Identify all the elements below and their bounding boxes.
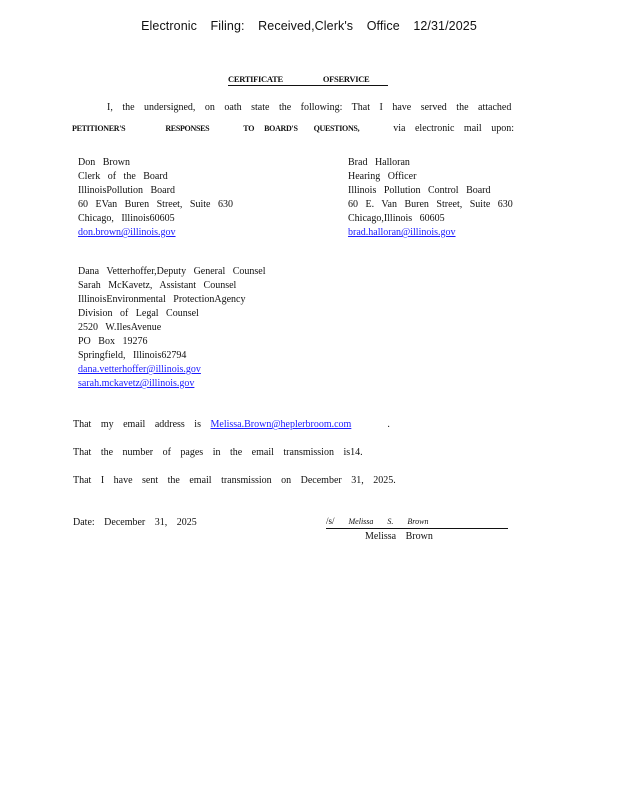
recipient-line: Springfield, Illinois62794 [78, 350, 187, 361]
recipient-line: Hearing Officer [348, 171, 417, 182]
recipient-line: Chicago, Illinois60605 [78, 213, 175, 224]
signature-script: Melissa S. Brown [348, 517, 429, 526]
email-link-melissa-brown[interactable]: Melissa.Brown@heplerbroom.com [210, 419, 352, 430]
intro-line-2 [72, 122, 514, 136]
recipient-line: Dana Vetterhoffer,Deputy General Counsel [78, 266, 266, 277]
intro-caps-petitioners: PETITIONER'S [72, 124, 126, 133]
recipient-line: Chicago,Illinois 60605 [348, 213, 445, 224]
recipient-line: Sarah McKavetz, Assistant Counsel [78, 280, 237, 291]
statement-page-count: That the number of pages in the email transmission is14. [73, 447, 363, 458]
intro-caps-boards: BOARD'S [264, 124, 298, 133]
recipient-line: Brad Halloran [348, 157, 410, 168]
recipient-iepa [78, 265, 266, 391]
statement-email-suffix: . [387, 419, 390, 430]
email-link-don-brown[interactable]: don.brown@illinois.gov [78, 227, 176, 238]
recipient-line: Illinois Pollution Control Board [348, 185, 491, 196]
signature-date: Date: December 31, 2025 [73, 517, 197, 528]
certificate-title [228, 74, 388, 86]
intro-tail: via electronic mail upon: [393, 123, 514, 134]
intro-caps-questions: QUESTIONS, [313, 124, 360, 133]
recipient-line: IllinoisPollution Board [78, 185, 175, 196]
intro-caps-responses: RESPONSES [165, 124, 210, 133]
recipient-line: Don Brown [78, 157, 130, 168]
signature-line [326, 516, 508, 529]
email-link-brad-halloran[interactable]: brad.halloran@illinois.gov [348, 227, 456, 238]
recipient-line: PO Box 19276 [78, 336, 148, 347]
recipient-line: 2520 W.IlesAvenue [78, 322, 162, 333]
statement-email-address [73, 418, 390, 432]
recipient-brad-halloran [348, 156, 513, 240]
recipient-line: 60 EVan Buren Street, Suite 630 [78, 199, 233, 210]
title-part-certificate: CERTIFICATE [228, 74, 283, 84]
recipient-line: Clerk of the Board [78, 171, 168, 182]
recipient-don-brown [78, 156, 233, 240]
intro-caps-to: TO [243, 124, 255, 133]
email-link-sarah-mckavetz[interactable]: sarah.mckavetz@illinois.gov [78, 378, 195, 389]
statement-sent-date: That I have sent the email transmission on December 31, 2025. [73, 475, 396, 486]
title-part-of-service: OFSERVICE [322, 74, 370, 84]
intro-line-1: I, the undersigned, on oath state the following: That I have served the attached [107, 102, 512, 113]
recipient-line: 60 E. Van Buren Street, Suite 630 [348, 199, 513, 210]
email-link-dana-vetterhoffer[interactable]: dana.vetterhoffer@illinois.gov [78, 364, 201, 375]
recipient-line: IllinoisEnvironmental ProtectionAgency [78, 294, 246, 305]
electronic-filing-header: Electronic Filing: Received,Clerk's Office 12/31/2025 [141, 19, 477, 33]
signatory-name: Melissa Brown [365, 531, 433, 542]
statement-email-prefix: That my email address is [73, 419, 201, 430]
recipient-line: Division of Legal Counsel [78, 308, 199, 319]
signature-prefix: /s/ [326, 516, 335, 526]
